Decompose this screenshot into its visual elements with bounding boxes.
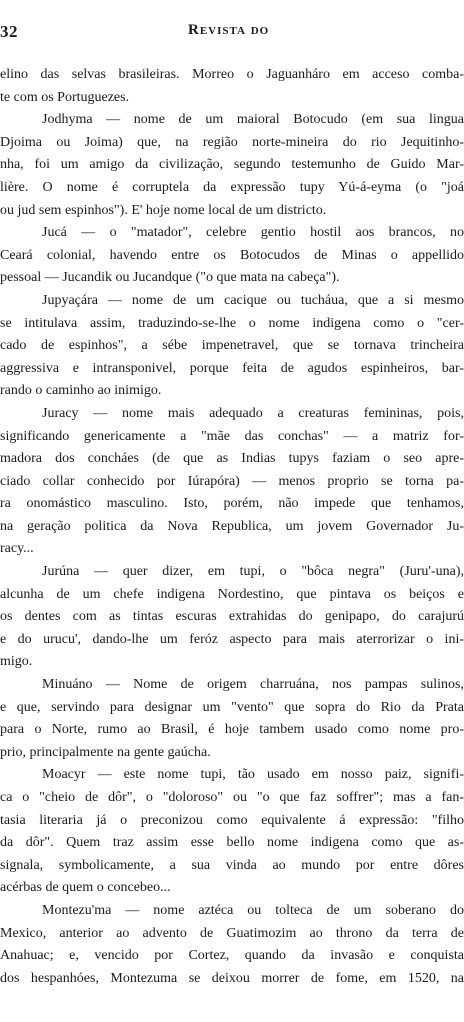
text-line: signala, symbolicamente, a sua vinda ao mundo por entre dôres [0,857,464,873]
text-line: Jodhyma — nome de um maioral Botocudo (em sua lingua [42,112,464,128]
text-line: aggressiva e intransponivel, porque feita de agudos espinheiros, bar- [0,360,464,376]
running-title: Revista do [188,22,270,38]
text-line: Minuáno — Nome de origem charruána, nos pampas sulinos, [42,677,464,693]
text-line: cado de espinhos", a sébe impenetravel, que se tornava trincheira [0,338,464,354]
text-line: te com os Portuguezes. [0,89,130,105]
paragraph-juruna [0,561,464,674]
paragraph-juca [0,222,464,290]
paragraph-montezuma [0,900,464,990]
text-line: se intitulava assim, traduzindo-se-lhe o nome indigena como o "cer- [0,315,464,331]
text-line: acérbas de quem o concebeo... [0,880,171,896]
text-line: elino das selvas brasileiras. Morreo o Jaguanháro em acceso comba- [0,67,464,82]
page-number: 32 [0,22,18,41]
text-line: prio, principalmente na gente gaúcha. [0,744,211,760]
text-line: ra onomástico masculino. Isto, porém, não impede que tenhamos, [0,496,464,512]
page-header [0,22,464,42]
paragraph-continuation [0,64,464,109]
text-line: e do urucu', dando-lhe um feróz aspecto para mais aterrorizar o ini- [0,631,464,647]
text-line: Jupyaçára — nome de um cacique ou tucháua, que a si mesmo [42,292,464,308]
text-line: para o Norte, rumo ao Brasil, é hoje tambem usado como nome pro- [0,722,464,738]
text-line: dos hespanhóes, Montezuma se deixou morrer de fome, em 1520, na [0,970,464,986]
text-line: racy... [0,541,34,557]
text-line: ou jud sem espinhos"). E' hoje nome local de um districto. [0,202,327,218]
text-line: Montezu'ma — nome aztéca ou tolteca de um soberano do [42,902,464,918]
paragraph-juracy [0,403,464,561]
text-line: ca o "cheio de dôr", o "doloroso" ou "o que faz soffrer"; mas a fan- [0,790,464,805]
paragraph-moacyr [0,764,464,900]
text-line: lière. O nome é corruptela da expressão tupy Yú-á-eyma (o "joá [0,179,464,195]
text-line: migo. [0,654,33,670]
text-line: Djoima ou Joima) que, na região norte-mineira do rio Jequitinho- [0,134,464,150]
text-line: e que, servindo para designar um "vento" que sopra do Rio da Prata [0,699,464,715]
text-line: Jurúna — quer dizer, em tupi, o "bôca negra" (Juru'-una), [42,564,464,580]
text-line: Anahuac; e, vencido por Cortez, quando da invasão e conquista [0,948,464,964]
text-line: rando o caminho ao inimigo. [0,383,162,399]
text-line: Mexico, anterior ao advento de Guatimozim ao throno da terra de [0,925,464,941]
text-line: Juracy — nome mais adequado a creaturas femininas, pois, [42,405,464,421]
text-line: na geração politica da Nova Republica, um jovem Governador Ju- [0,518,464,534]
text-line: da dôr". Quem traz assim esse bello nome indigena como que as- [0,835,464,851]
text-line: tasia literaria já o preconizou como equivalente á expressão: "filho [0,812,464,828]
text-line: ciado collar conhecido por Iúrapóra) — menos proprio se torna pa- [0,473,464,489]
text-line: madora dos concháes (de que as Indias tupys faziam o seo apre- [0,451,464,467]
text-line: os dentes com as tintas escuras extrahidas do genipapo, do carajurú [0,609,464,625]
paragraph-jupyacara [0,290,464,403]
text-line: pessoal — Jucandik ou Jucandque ("o que mata na cabeça"). [0,270,340,286]
paragraph-jodhyma [0,109,464,222]
text-line: nha, foi um amigo da civilização, segundo testemunho de Guido Mar- [0,157,464,173]
text-line: significando genericamente a "mãe das conchas" — a matriz for- [0,428,464,444]
text-line: alcunha de um chefe indigena Nordestino, que pintava os beiços e [0,586,464,602]
text-line: Ceará colonial, havendo entre os Botocudos de Minas o appellido [0,247,464,263]
body-text [0,64,464,990]
text-line: Moacyr — este nome tupi, tão usado em nosso paiz, signifi- [42,767,464,783]
text-line: Jucá — o "matador", celebre gentio hostil aos brancos, no [42,225,464,241]
paragraph-minuano [0,674,464,764]
